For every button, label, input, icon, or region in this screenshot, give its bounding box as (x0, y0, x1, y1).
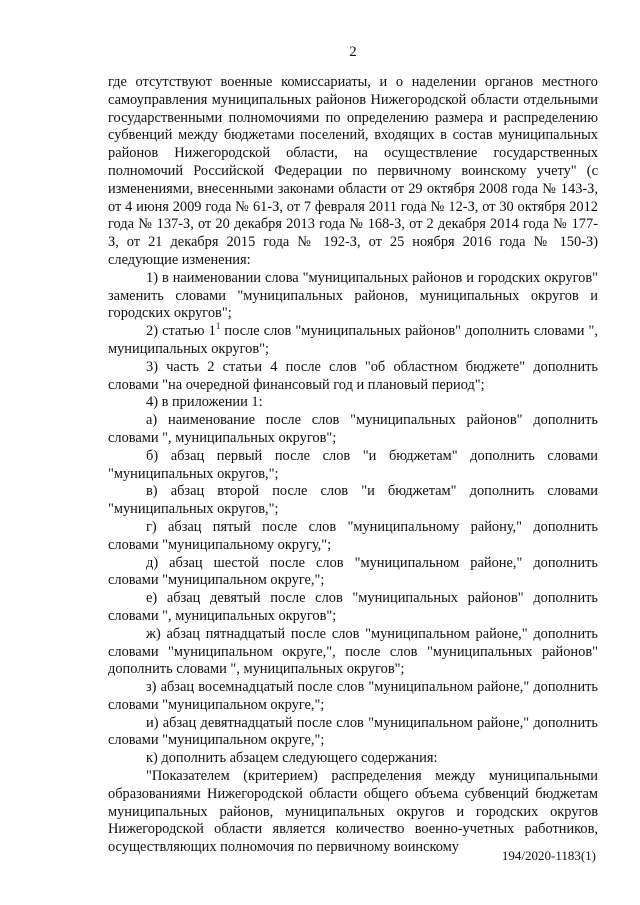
paragraph-item-2 (108, 323, 598, 359)
paragraph-item-4v: в) абзац второй после слов "и бюджетам" дополнить словами "муниципальных округов,"; (108, 483, 598, 518)
item-2-text-after: после слов "муниципальных районов" дополнить словами ", муниципальных округов"; (108, 323, 598, 357)
paragraph-item-4zh: ж) абзац пятнадцатый после слов "муниципальном районе," дополнить словами "муниципальном округе,", после слов "муниципальных районов" дополнить словами ", муниципальных округов"; (108, 625, 598, 678)
paragraph-item-4g: г) абзац пятый после слов "муниципальному району," дополнить словами "муниципальному округу,"; (108, 518, 598, 553)
paragraph-intro: где отсутствуют военные комиссариаты, и о наделении органов местного самоуправления муниципальных районов Нижегородской области отдельными государственными полномочиями по определению размера и распределению субвенций между бюджетами поселений, входящих в состав муниципальных районов Нижегородской области, на осуществление государственных полномочий Российской Федерации по первичному воинскому учету" (с изменениями, внесенными законами области от 29 октября 2008 года № 143-З, от 4 июня 2009 года № 61-З, от 7 февраля 2011 года № 12-З, от 30 октября 2012 года № 137-З, от 20 декабря 2013 года № 168-З, от 2 декабря 2014 года № 177-З, от 21 декабря 2015 года № 192-З, от 25 ноября 2016 года № 150-З) следующие изменения: (108, 74, 598, 268)
paragraph-item-1: 1) в наименовании слова "муниципальных районов и городских округов" заменить словами "муниципальных районов, муниципальных округов и городских округов"; (108, 269, 598, 322)
page-number: 2 (349, 44, 357, 60)
paragraph-item-3: 3) часть 2 статьи 4 после слов "об областном бюджете" дополнить словами "на очередной финансовый год и плановый период"; (108, 358, 598, 393)
paragraph-item-4: 4) в приложении 1: (146, 394, 263, 411)
document-body (108, 74, 598, 857)
item-2-text-before: 2) статью 1 (146, 323, 216, 340)
paragraph-item-4a: а) наименование после слов "муниципальных районов" дополнить словами ", муниципальных округов"; (108, 412, 598, 446)
paragraph-item-4i: и) абзац девятнадцатый после слов "муниципальном районе," дополнить словами "муниципальном округе,"; (108, 714, 598, 749)
paragraph-item-4e: е) абзац девятый после слов "муниципальных районов" дополнить словами ", муниципальных округов"; (108, 590, 598, 624)
paragraph-item-4d: д) абзац шестой после слов "муниципальном районе," дополнить словами "муниципальном округе,"; (108, 554, 598, 589)
paragraph-item-4z: з) абзац восемнадцатый после слов "муниципальном районе," дополнить словами "муниципальном округе,"; (108, 679, 598, 713)
document-code: 194/2020-1183(1) (501, 848, 596, 863)
paragraph-item-4b: б) абзац первый после слов "и бюджетам" дополнить словами "муниципальных округов,"; (108, 447, 598, 482)
article-superscript: 1 (215, 321, 221, 332)
paragraph-quoted-text: "Показателем (критерием) распределения между муниципальными образованиями Нижегородской области общего объема субвенций бюджетам муниципальных районов, муниципальных округов и городских округов Нижегородской области является количество военно-учетных работников, осуществляющих полномочия по первичному воинскому (108, 768, 598, 856)
paragraph-item-4k: к) дополнить абзацем следующего содержания: (146, 750, 438, 767)
